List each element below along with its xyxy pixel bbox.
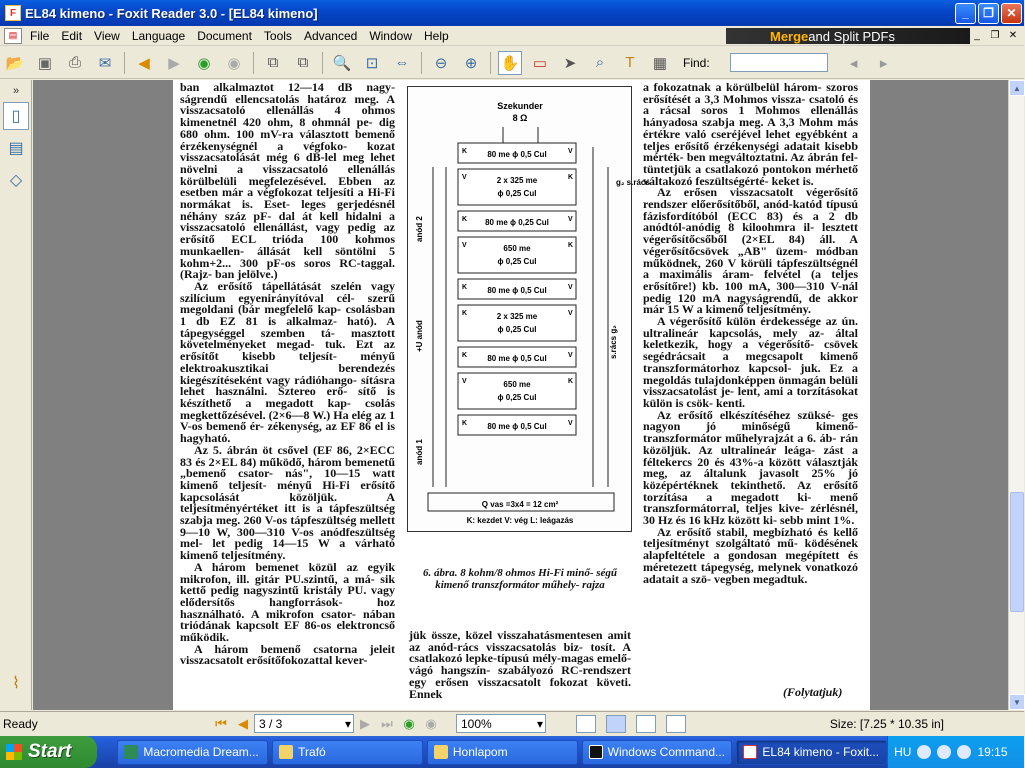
layers-panel-icon[interactable]: ◇ — [9, 172, 23, 189]
text-column-1 — [180, 82, 395, 667]
last-page-icon[interactable]: ⏭ — [381, 715, 393, 731]
side-label-plus-u: +U anód — [415, 320, 424, 352]
winding-end-label: V — [568, 310, 573, 317]
command-prompt-icon — [589, 745, 603, 759]
winding-start-label: K — [462, 216, 468, 223]
network-icon[interactable] — [937, 745, 951, 759]
next-page-icon[interactable]: ▶ — [360, 715, 370, 731]
winding-label: 650 me — [503, 244, 531, 253]
page-number-value: 3 / 3 — [259, 716, 283, 731]
zoom-out-icon[interactable]: ⊖ — [434, 54, 448, 72]
ad-brand: Merge — [770, 28, 809, 44]
copy-icon[interactable]: ⧉ — [267, 54, 279, 71]
merge-split-ad-banner[interactable] — [726, 28, 970, 44]
back-icon[interactable]: ◉ — [403, 715, 415, 731]
menu-help[interactable]: Help — [424, 28, 449, 43]
chevron-down-icon[interactable]: ▾ — [344, 716, 351, 731]
restore-button[interactable]: ❐ — [978, 3, 999, 24]
paragraph: A három bemenet közül az egyik mikrofon, ill. gitár PU.szintű, a má- sik kettő pedig nagyszintű kristály PU. vagy elődersítős hangforrások- hoz használható. A mikrofon csator- nában triódának kapcsolt EF 86-os elektroncső működik. — [180, 559, 395, 645]
print-icon[interactable]: ⎙ — [68, 54, 81, 71]
winding-group — [458, 143, 576, 435]
volume-icon[interactable] — [957, 745, 971, 759]
paragraph: A végerősítő külön érdekessége az ún. ultralineár kapcsolás, mely az- által keletkezik, hogy a végerősítő- csövek segédrácsait a megcsapolt kimenő transzformátorhoz kapcsol- juk. Ez a megoldás tulajdonképpen önmagán belüli visszacsatolást je- lent, ami a torzításokat külön is csök- kenti. — [643, 314, 858, 410]
winding-end-label: K — [568, 242, 574, 249]
navigation-panel — [0, 80, 32, 710]
zoom-select[interactable] — [456, 714, 546, 733]
thumbnails-panel-icon[interactable]: ▤ — [8, 140, 24, 157]
minimize-button[interactable]: _ — [955, 3, 976, 24]
viewer-background-right — [870, 80, 1008, 710]
winding-label: 80 me ϕ 0,5 Cul — [487, 286, 547, 295]
title-bar — [0, 0, 1024, 26]
find-input[interactable] — [730, 53, 828, 72]
find-label: Find: — [683, 55, 710, 70]
toolbar-separator — [322, 52, 323, 74]
winding-label: ϕ 0,25 Cul — [497, 325, 537, 334]
menu-view[interactable]: View — [94, 28, 120, 43]
secunder-ohm-label: 8 Ω — [512, 113, 528, 123]
forward-icon[interactable]: ◉ — [425, 715, 437, 731]
start-button[interactable] — [0, 736, 97, 768]
go-back-icon[interactable]: ◉ — [197, 54, 211, 72]
winding-start-label: K — [462, 284, 468, 291]
winding-end-label: V — [568, 420, 573, 427]
transformer-diagram-svg — [408, 87, 650, 533]
transformer-drawing — [407, 86, 650, 532]
toolbar-separator — [490, 52, 491, 74]
continuous-facing-view-icon[interactable] — [666, 715, 686, 733]
zoom-in-tool-icon[interactable]: 🔍 — [332, 54, 352, 72]
folder-icon — [434, 745, 448, 759]
winding-start-label: K — [462, 420, 468, 427]
chevron-down-icon[interactable]: ▾ — [536, 716, 543, 731]
winding-label: 80 me ϕ 0,5 Cul — [487, 150, 547, 159]
menu-tools[interactable]: Tools — [263, 28, 292, 43]
continuous-view-icon[interactable] — [606, 715, 626, 733]
winding-start-label: V — [462, 242, 467, 249]
winding-end-label: K — [568, 378, 574, 385]
paste-icon[interactable]: ⧉ — [297, 54, 309, 71]
winding-box — [458, 169, 576, 205]
mdi-minimize-button[interactable]: _ — [974, 29, 980, 41]
text-tool-icon[interactable]: T — [625, 54, 635, 71]
winding-box — [458, 237, 576, 273]
mdi-restore-button[interactable]: ❐ — [990, 29, 1000, 41]
winding-label: ϕ 0,25 Cul — [497, 393, 537, 402]
winding-start-label: K — [462, 352, 468, 359]
zoom-in-icon[interactable]: ⊕ — [464, 54, 478, 72]
ad-text: and Split PDFs — [808, 28, 895, 44]
scroll-down-icon[interactable]: ▼ — [1009, 694, 1025, 710]
status-bar — [0, 711, 1024, 735]
paragraph: Az erősítő elkészítéséhez szüksé- ges nagyon jó minőségű kimenő- transzformátor műhelyrajzát a 6. áb- rán közöljük. Az ultralineár leága- zást a féltekercs 20 és 43%-a között választják meg, az általunk javasolt 25% jó középértéknek tekinthető. Az erősítő torzítása a megadott ki- menő transzformátorral, teljes kive- zérlésnél, 30 Hz és 16 kHz között ki- sebb mint 1%. — [643, 407, 858, 528]
task-honlapom[interactable] — [427, 740, 578, 765]
clock: 19:15 — [977, 745, 1008, 759]
find-next-icon[interactable]: ▸ — [879, 54, 888, 72]
side-label-anode2: anód 2 — [415, 216, 424, 242]
toolbar-separator — [124, 52, 125, 74]
save-icon[interactable]: ▣ — [37, 54, 53, 72]
scroll-up-icon[interactable]: ▲ — [1009, 80, 1025, 96]
paragraph: a fokozatnak a körülbelül három- szoros erősítését a 3,3 Mohmos vissza- csatoló és a rácsal soros 1 Mohmos ellenállás hányadosa szabja meg. A 3,3 Mohm más értékre való cseréjével lehet egyébként a teljes erősítő érzékenységi adatait kisebb mérték- ben megváltoztatni. Az ábrán fel- tüntetjük a csatlakozó pontokon mérhető váltakozó feszültségérté- keket is. — [643, 80, 858, 188]
find-previous-icon[interactable]: ◂ — [849, 54, 858, 72]
task-label: EL84 kimeno - Foxit... — [762, 745, 880, 759]
continued-label: (Folytatjuk) — [783, 685, 843, 699]
taskbar — [0, 736, 1024, 768]
task-command-prompt[interactable] — [582, 740, 733, 765]
winding-end-label: V — [568, 216, 573, 223]
viewer-background-left — [33, 80, 173, 710]
find-icon[interactable]: ⌕ — [595, 54, 605, 71]
task-trafo[interactable] — [272, 740, 423, 765]
menu-file[interactable]: File — [30, 28, 50, 43]
paragraph: A három bemenő csatorna jeleit visszacsatolt erősítőfokozattal kever- — [180, 641, 395, 668]
fit-width-icon[interactable]: ⇔ — [394, 54, 410, 71]
winding-start-label: K — [462, 310, 468, 317]
mdi-close-button[interactable]: ✕ — [1008, 29, 1018, 41]
foxit-app-icon[interactable]: F — [5, 5, 21, 21]
pages-panel-icon[interactable]: ▯ — [3, 102, 29, 130]
dreamweaver-icon — [124, 745, 138, 759]
winding-box — [458, 373, 576, 409]
task-label: Trafó — [298, 745, 326, 759]
single-page-view-icon[interactable] — [576, 715, 596, 733]
winding-label: 80 me ϕ 0,5 Cul — [487, 422, 547, 431]
page-size-label: Size: [7.25 * 10.35 in] — [829, 716, 944, 731]
fit-page-icon[interactable]: ⊡ — [365, 54, 379, 72]
winding-start-label: K — [462, 148, 468, 155]
winding-end-label: V — [568, 148, 573, 155]
menu-document[interactable]: Document — [197, 28, 252, 43]
attachments-panel-icon[interactable]: ⌇ — [12, 675, 20, 692]
winding-label: ϕ 0,25 Cul — [497, 189, 537, 198]
toolbar — [0, 47, 1024, 79]
first-page-icon[interactable]: ⏮ — [215, 715, 227, 731]
winding-label: 2 x 325 me — [496, 176, 538, 185]
zoom-value: 100% — [461, 716, 492, 731]
mdi-controls — [969, 28, 1021, 42]
menu-edit[interactable]: Edit — [61, 28, 83, 43]
toolbar-separator — [253, 52, 254, 74]
tray-arrow-icon[interactable] — [917, 745, 931, 759]
scroll-thumb[interactable] — [1010, 492, 1024, 612]
paragraph: Az erősítő tápellátását szelén vagy szilícium egyenirányítóval cél- szerű megoldani (bár megfelelő kap- csolásban 1 db EZ 81 is alkalmaz- ható). A tápegységgel szemben tá- masztott követelményeket megad- tuk. Ezt az erősítőt kisebb teljesít- ményű elektroakusztikai berendezés kiegészítéseként vagy rádióhango- sításra lehet használni. Sztereo erő- sítő is készíthető a megadott kap- csolás megkettőzésével. (2×6—8 W.) Ha elég az 1 V-os bemenő ér- zékenység, az EF 86 el is hagyható. — [180, 278, 395, 446]
windows-flag-icon — [6, 744, 22, 760]
legend-label: K: kezdet V: vég L: leágazás — [466, 516, 574, 525]
folder-icon — [279, 745, 293, 759]
next-view-icon[interactable]: ▶ — [168, 54, 180, 72]
figure-caption: 6. ábra. 8 kohm/8 ohmos Hi-Fi minő- ségű kimenő transzformátor műhely- rajza — [422, 567, 618, 591]
prev-page-icon[interactable]: ◀ — [238, 715, 248, 731]
pdf-page[interactable] — [173, 80, 870, 710]
winding-label: 80 me ϕ 0,25 Cul — [485, 218, 549, 227]
status-ready: Ready — [3, 716, 38, 731]
paragraph: ban alkalmaztot 12—14 dB nagy- ságrendű ellencsatolás határoz meg. A visszacsatoló ellenállás 4 ohmos kimenetnél 420 ohm, 8 ohmnál pe- dig 680 ohm. 100 mV-ra választott bemenő érzékenységnél a végfoko- kozat visszacsatolását még 6 dB-lel meg lehet növelni a visszacsatoló ellenállás körülbelüli megfelezésével. Ebben az esetben már a végfokozat teljesíti a Hi-Fi normákat is. Eset- leges gerjedésnél néhány száz pF- dal át kell hidalni a visszacsatoló ellenállást, vagy pedig az erősítő ECL trióda 100 kohmos munkaellen- állását kell söntölni 5 kohm+2... 300 pF-os soros RC-taggal. (Rajz- ban jelölve.) — [180, 80, 395, 282]
snapshot-icon[interactable]: ▭ — [532, 54, 548, 72]
close-button[interactable]: ✕ — [1001, 3, 1022, 24]
text-column-2-bottom: jük össze, közel visszahatásmentesen amit az anód-rács visszacsatolás biz- tosít. A csatlakozó lepke-típusú mély-magas emelő-vágó hangszín- szabályozó RC-rendszert egy erősen visszacsatolt fokozat követi. Ennek — [409, 628, 631, 701]
task-dreamweaver[interactable] — [117, 740, 268, 765]
paragraph: Az erősen visszacsatolt végerősítő rendszer előerősítőből, anód-katód típusú fázisfordítóból (ECC 83) és a 2 db anódtól-anódig 8 kiloohmra il- lesztett végerősítőcsőből (2×EL 84) áll. A végerősítőcsövek „AB" üzem- módban működnek, 260 V körüli tápfeszültségnél a maximális áram- felvétel (a teljes erősítőre!) kb. 100 mA, 300—310 V-nál pedig 120 mA nagyságrendű, de akkor már 15 W a kimenő teljesítmény. — [643, 185, 858, 317]
prev-view-icon[interactable]: ◀ — [138, 54, 150, 72]
paragraph: Az 5. ábrán öt csővel (EF 86, 2×ECC 83 és 2×EL 84) működő, három bemenetű „bemenő csator- nás", 10—15 watt kimenő teljesít- ményű Hi-Fi erősítő kapcsolását közöljük. A teljesítményértéket itt is a tápfeszültség szabja meg. 260 V-os tápfeszültség mellett 9—10 W, 300—310 V-os anódfeszültség mel- let pedig 14—15 W a várható kimenő teljesítmény. — [180, 442, 395, 563]
document-icon[interactable]: ▤ — [4, 28, 22, 44]
winding-box — [458, 305, 576, 341]
winding-label: ϕ 0,25 Cul — [497, 257, 537, 266]
facing-view-icon[interactable] — [636, 715, 656, 733]
expand-panel-icon[interactable]: » — [12, 85, 20, 97]
email-icon[interactable]: ✉ — [98, 54, 112, 72]
winding-start-label: V — [462, 378, 467, 385]
menu-advanced[interactable]: Advanced — [303, 28, 358, 43]
paragraph: Az erősítő stabil, megbízható és kellő teljesítményt szolgáltató mű- ködésének alapfeltétele a gondosan megépített és méretezett tápegység, melynek vonatkozó adatait a szö- vegben megadtuk. — [643, 524, 858, 586]
secunder-label: Szekunder — [497, 101, 543, 111]
page-number-input[interactable] — [254, 714, 354, 733]
winding-label: 650 me — [503, 380, 531, 389]
task-foxit[interactable] — [736, 740, 887, 765]
side-label-g2-top: g₂ s.rács — [616, 178, 650, 187]
language-indicator[interactable]: HU — [894, 745, 912, 759]
task-label: Honlapom — [452, 745, 508, 759]
winding-end-label: K — [568, 174, 574, 181]
menu-window[interactable]: Window — [369, 28, 412, 43]
system-tray — [887, 736, 1024, 768]
image-tool-icon[interactable]: ▦ — [652, 54, 668, 72]
side-label-g2-bottom: s.rács g₂ — [609, 325, 618, 359]
winding-start-label: V — [462, 174, 467, 181]
window-title: EL84 kimeno - Foxit Reader 3.0 - [EL84 kimeno] — [25, 5, 318, 21]
vertical-scrollbar[interactable] — [1008, 80, 1024, 710]
select-icon[interactable]: ➤ — [563, 54, 577, 72]
hand-tool-icon[interactable]: ✋ — [498, 51, 522, 75]
core-label: Q vas =3x4 = 12 cm² — [481, 500, 559, 509]
task-label: Windows Command... — [607, 745, 726, 759]
menu-language[interactable]: Language — [131, 28, 186, 43]
winding-label: 2 x 325 me — [496, 312, 538, 321]
start-label: Start — [28, 741, 72, 762]
toolbar-separator — [421, 52, 422, 74]
foxit-icon — [743, 745, 757, 759]
open-icon[interactable]: 📂 — [5, 54, 25, 72]
task-label: Macromedia Dream... — [143, 745, 259, 759]
side-label-anode1: anód 1 — [415, 439, 424, 465]
winding-label: 80 me ϕ 0,5 Cul — [487, 354, 547, 363]
text-column-3 — [643, 82, 858, 585]
go-forward-icon[interactable]: ◉ — [227, 54, 241, 72]
winding-end-label: V — [568, 284, 573, 291]
winding-end-label: V — [568, 352, 573, 359]
